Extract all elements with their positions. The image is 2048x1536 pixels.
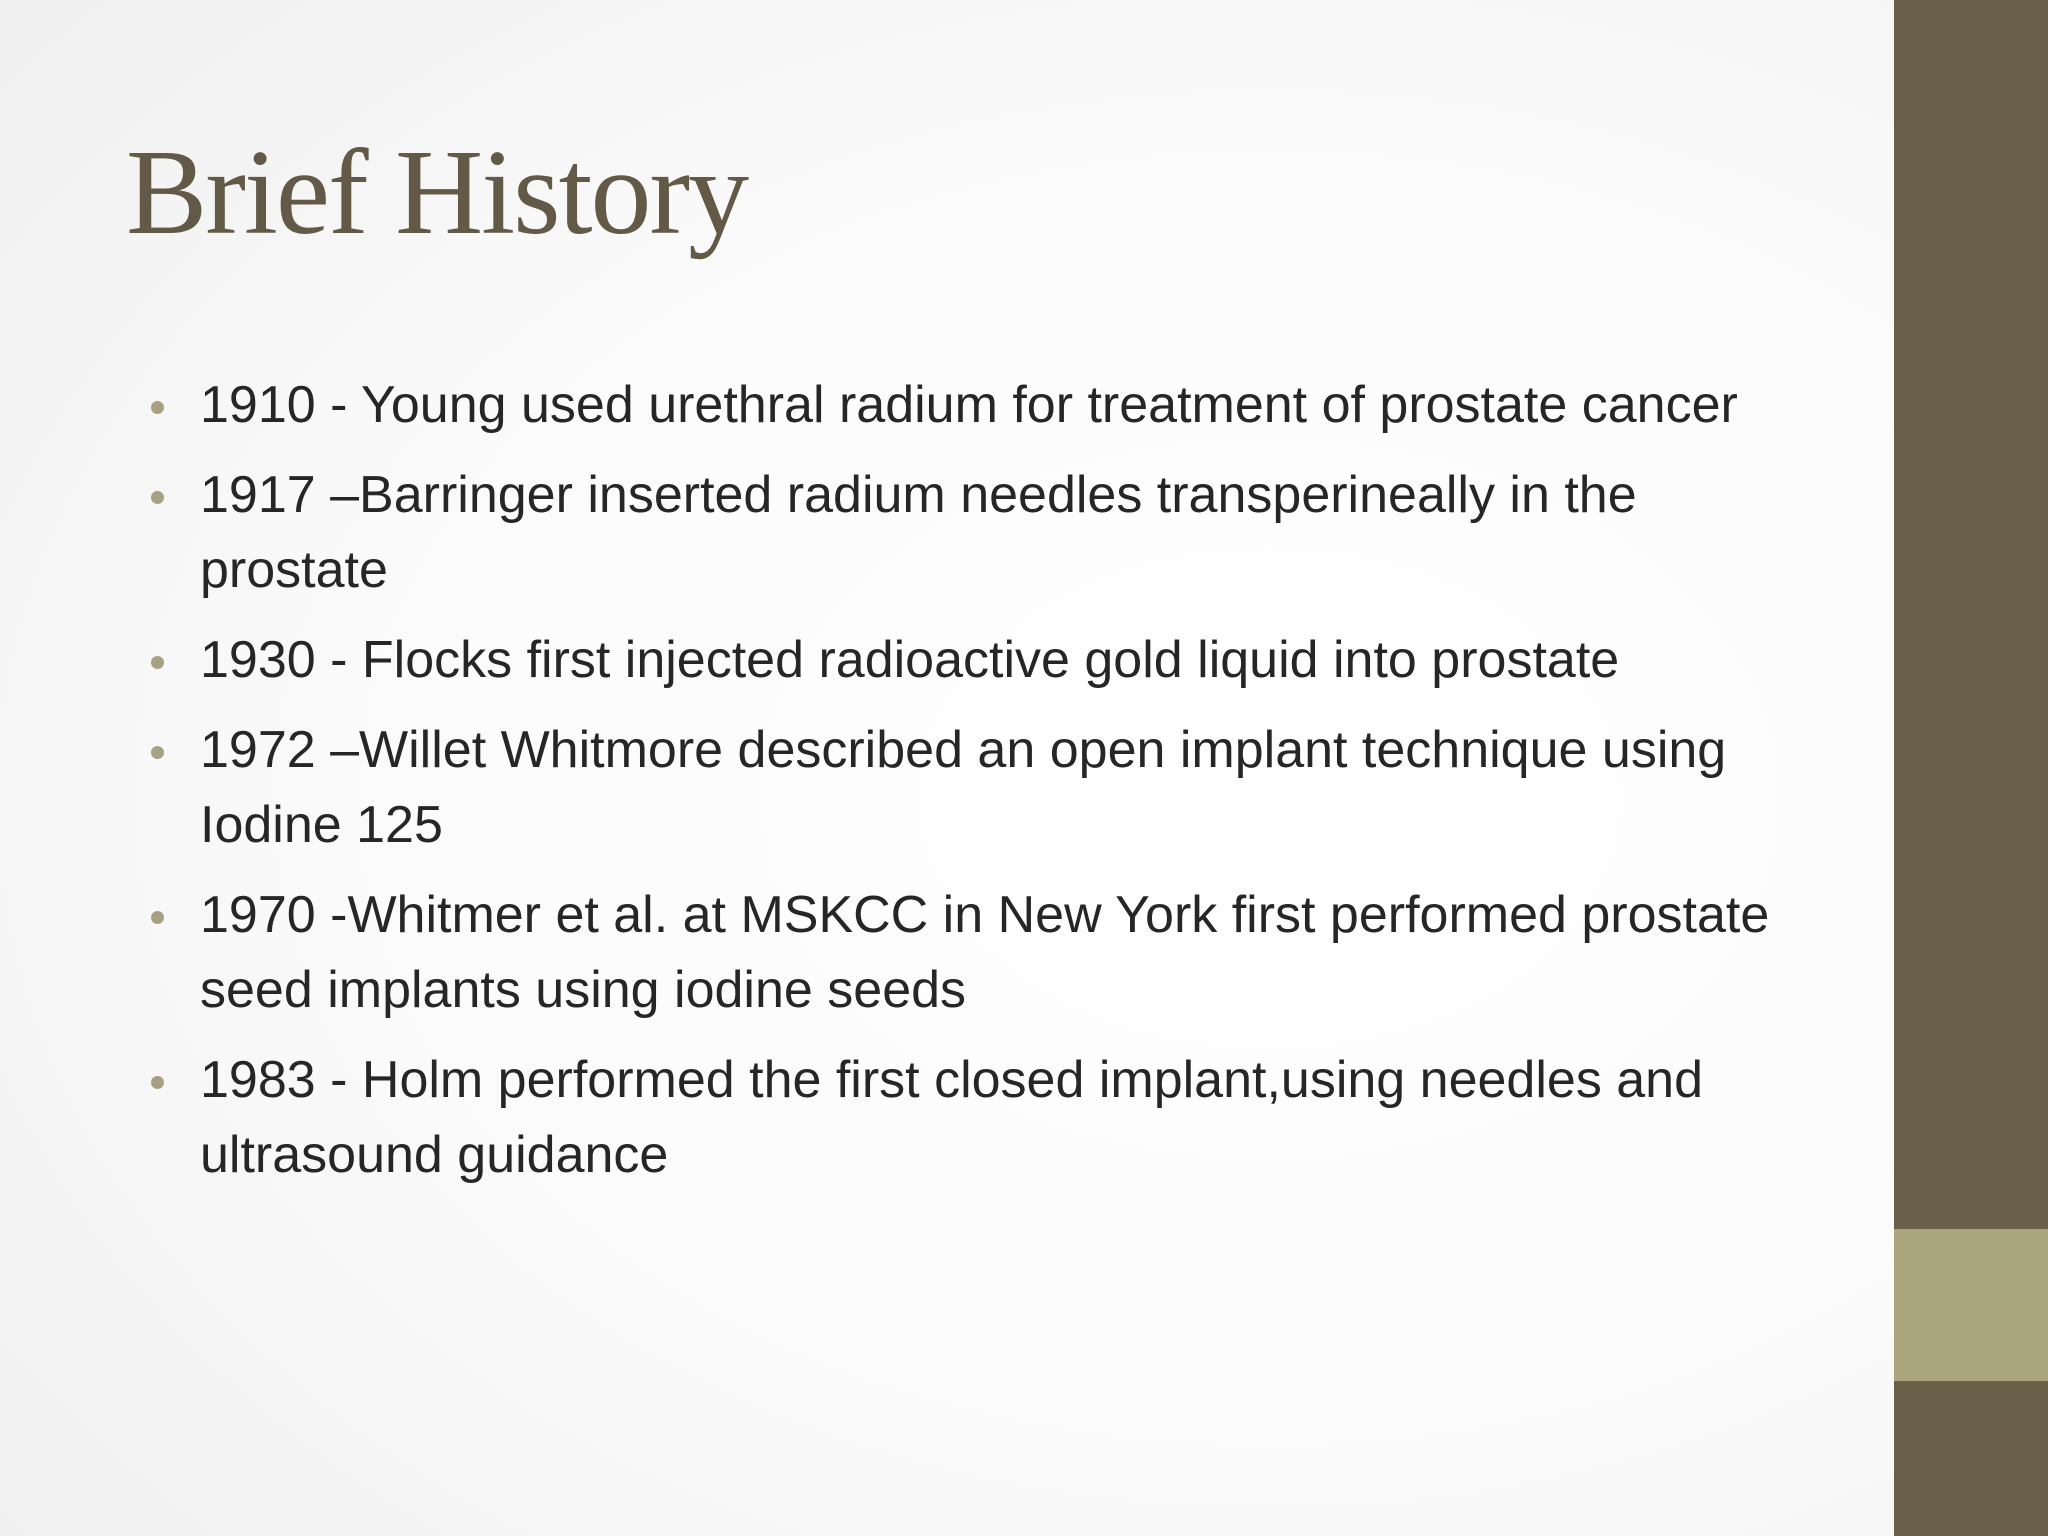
- bullet-text: 1917 –Barringer inserted radium needles transperineally in the prostate: [200, 466, 1637, 599]
- bullet-list: [148, 368, 1798, 1208]
- bullet-item: [148, 713, 1798, 863]
- bullet-dot-icon: [151, 491, 164, 504]
- slide-title: Brief History: [126, 125, 748, 260]
- bullet-text: 1972 –Willet Whitmore described an open implant technique using Iodine 125: [200, 721, 1727, 854]
- bullet-item: [148, 368, 1798, 443]
- bullet-text: 1930 - Flocks first injected radioactive gold liquid into prostate: [200, 631, 1620, 689]
- bullet-item: [148, 1043, 1798, 1193]
- bullet-item: [148, 458, 1798, 608]
- bullet-item: [148, 623, 1798, 698]
- bullet-dot-icon: [151, 911, 164, 924]
- sidebar-accent-block: [1894, 1229, 2048, 1381]
- bullet-text: 1970 -Whitmer et al. at MSKCC in New York first performed prostate seed implants using iodine seeds: [200, 886, 1770, 1019]
- bullet-text: 1910 - Young used urethral radium for treatment of prostate cancer: [200, 376, 1738, 434]
- bullet-dot-icon: [151, 401, 164, 414]
- bullet-dot-icon: [151, 656, 164, 669]
- bullet-dot-icon: [151, 1076, 164, 1089]
- bullet-item: [148, 878, 1798, 1028]
- bullet-dot-icon: [151, 746, 164, 759]
- bullet-text: 1983 - Holm performed the first closed implant,using needles and ultrasound guidance: [200, 1051, 1704, 1184]
